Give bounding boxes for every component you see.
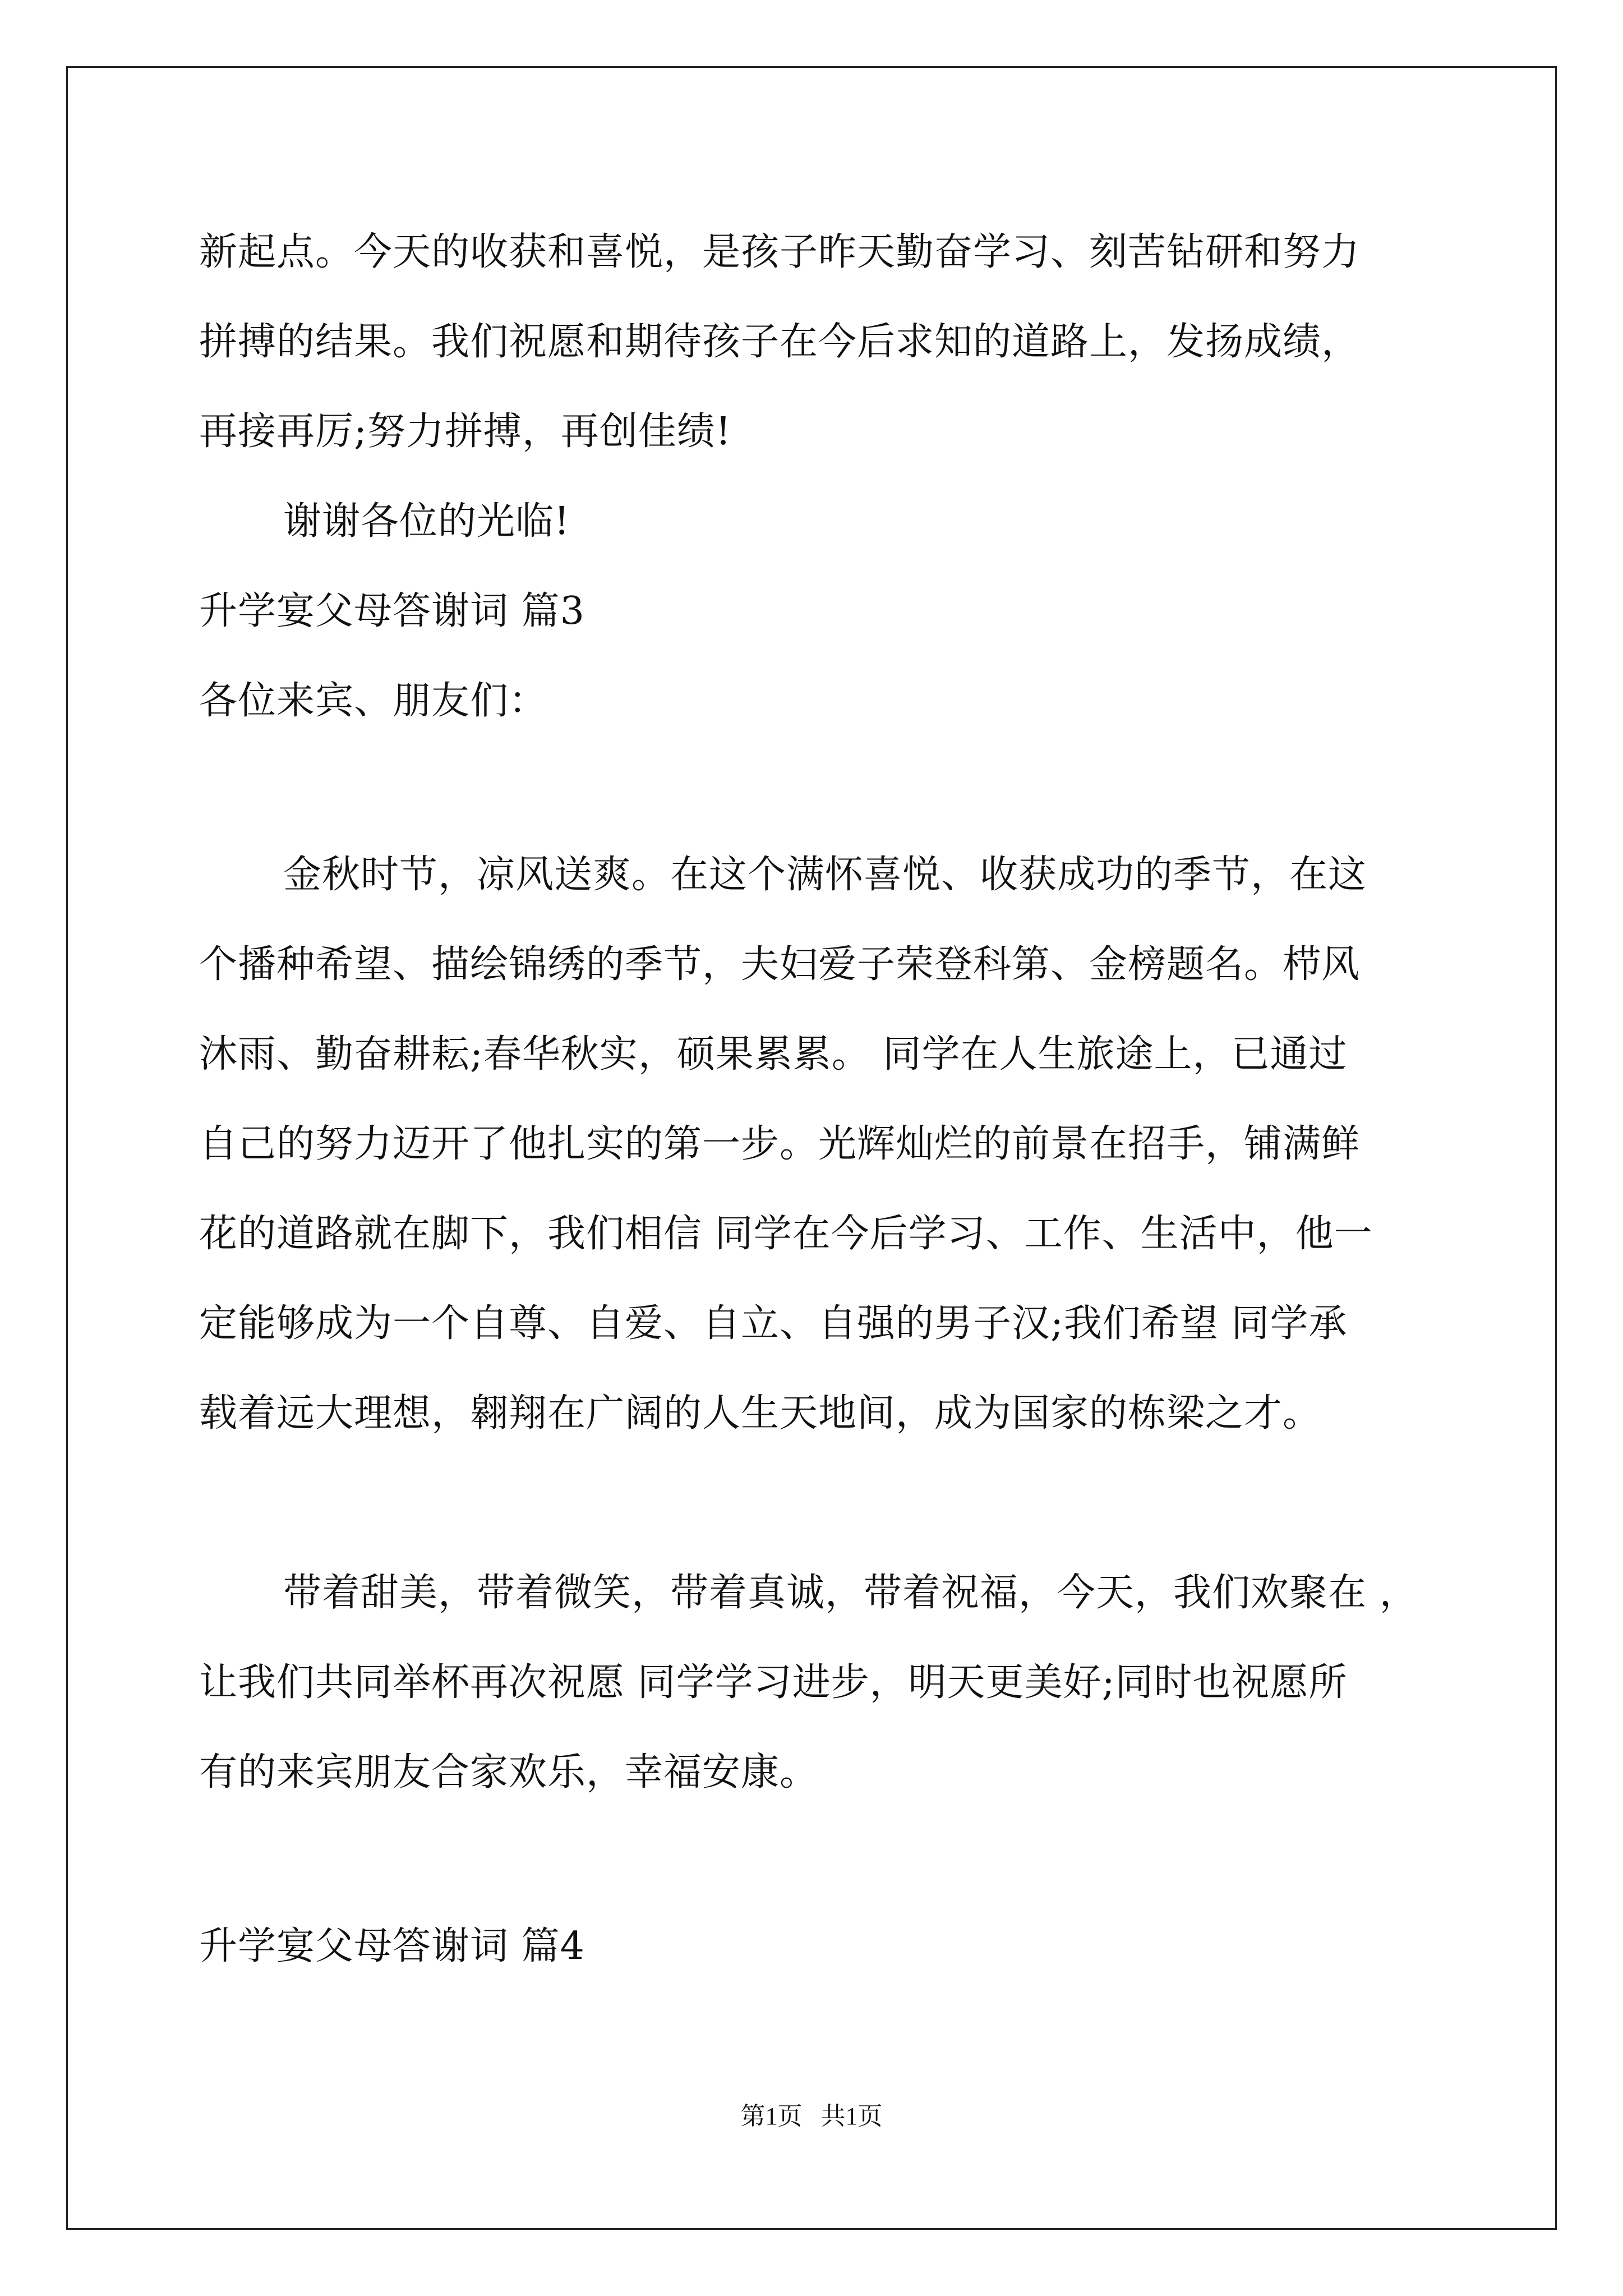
closing-thanks-line: 谢谢各位的光临! (283, 499, 570, 544)
body-text-line: 个播种希望、描绘锦绣的季节，夫妇爱子荣登科第、金榜题名。栉风 (199, 942, 1361, 987)
body-text-line: 花的道路就在脚下，我们相信 同学在今后学习、工作、生活中，他一 (199, 1212, 1373, 1256)
body-text-line: 带着甜美，带着微笑，带着真诚，带着祝福，今天，我们欢聚在 ， (283, 1571, 1418, 1615)
section-heading: 升学宴父母答谢词 篇3 (199, 589, 585, 633)
body-text-line: 有的来宾朋友合家欢乐，幸福安康。 (199, 1750, 819, 1795)
body-text-line: 自己的努力迈开了他扎实的第一步。光辉灿烂的前景在招手，铺满鲜 (199, 1122, 1361, 1166)
page-number-footer: 第1页 共1页 (740, 2102, 883, 2130)
body-text-line: 载着远大理想，翱翔在广阔的人生天地间，成为国家的栋梁之才。 (199, 1391, 1322, 1435)
body-text-line: 沐雨、勤奋耕耘;春华秋实，硕果累累。 同学在人生旅途上，已通过 (199, 1032, 1348, 1076)
body-text-line: 金秋时节，凉风送爽。在这个满怀喜悦、收获成功的季节，在这 (283, 853, 1367, 897)
section-heading: 升学宴父母答谢词 篇4 (199, 1924, 585, 1968)
salutation-line: 各位来宾、朋友们： (199, 679, 548, 723)
body-text-line: 新起点。今天的收获和喜悦，是孩子昨天勤奋学习、刻苦钻研和努力 (199, 230, 1361, 274)
body-text-line: 再接再厉;努力拼搏，再创佳绩! (199, 409, 732, 454)
body-text-line: 让我们共同举杯再次祝愿 同学学习进步，明天更美好;同时也祝愿所 (199, 1660, 1348, 1705)
body-text-line: 拼搏的结果。我们祝愿和期待孩子在今后求知的道路上，发扬成绩， (199, 320, 1361, 364)
body-text-line: 定能够成为一个自尊、自爱、自立、自强的男子汉;我们希望 同学承 (199, 1301, 1348, 1346)
